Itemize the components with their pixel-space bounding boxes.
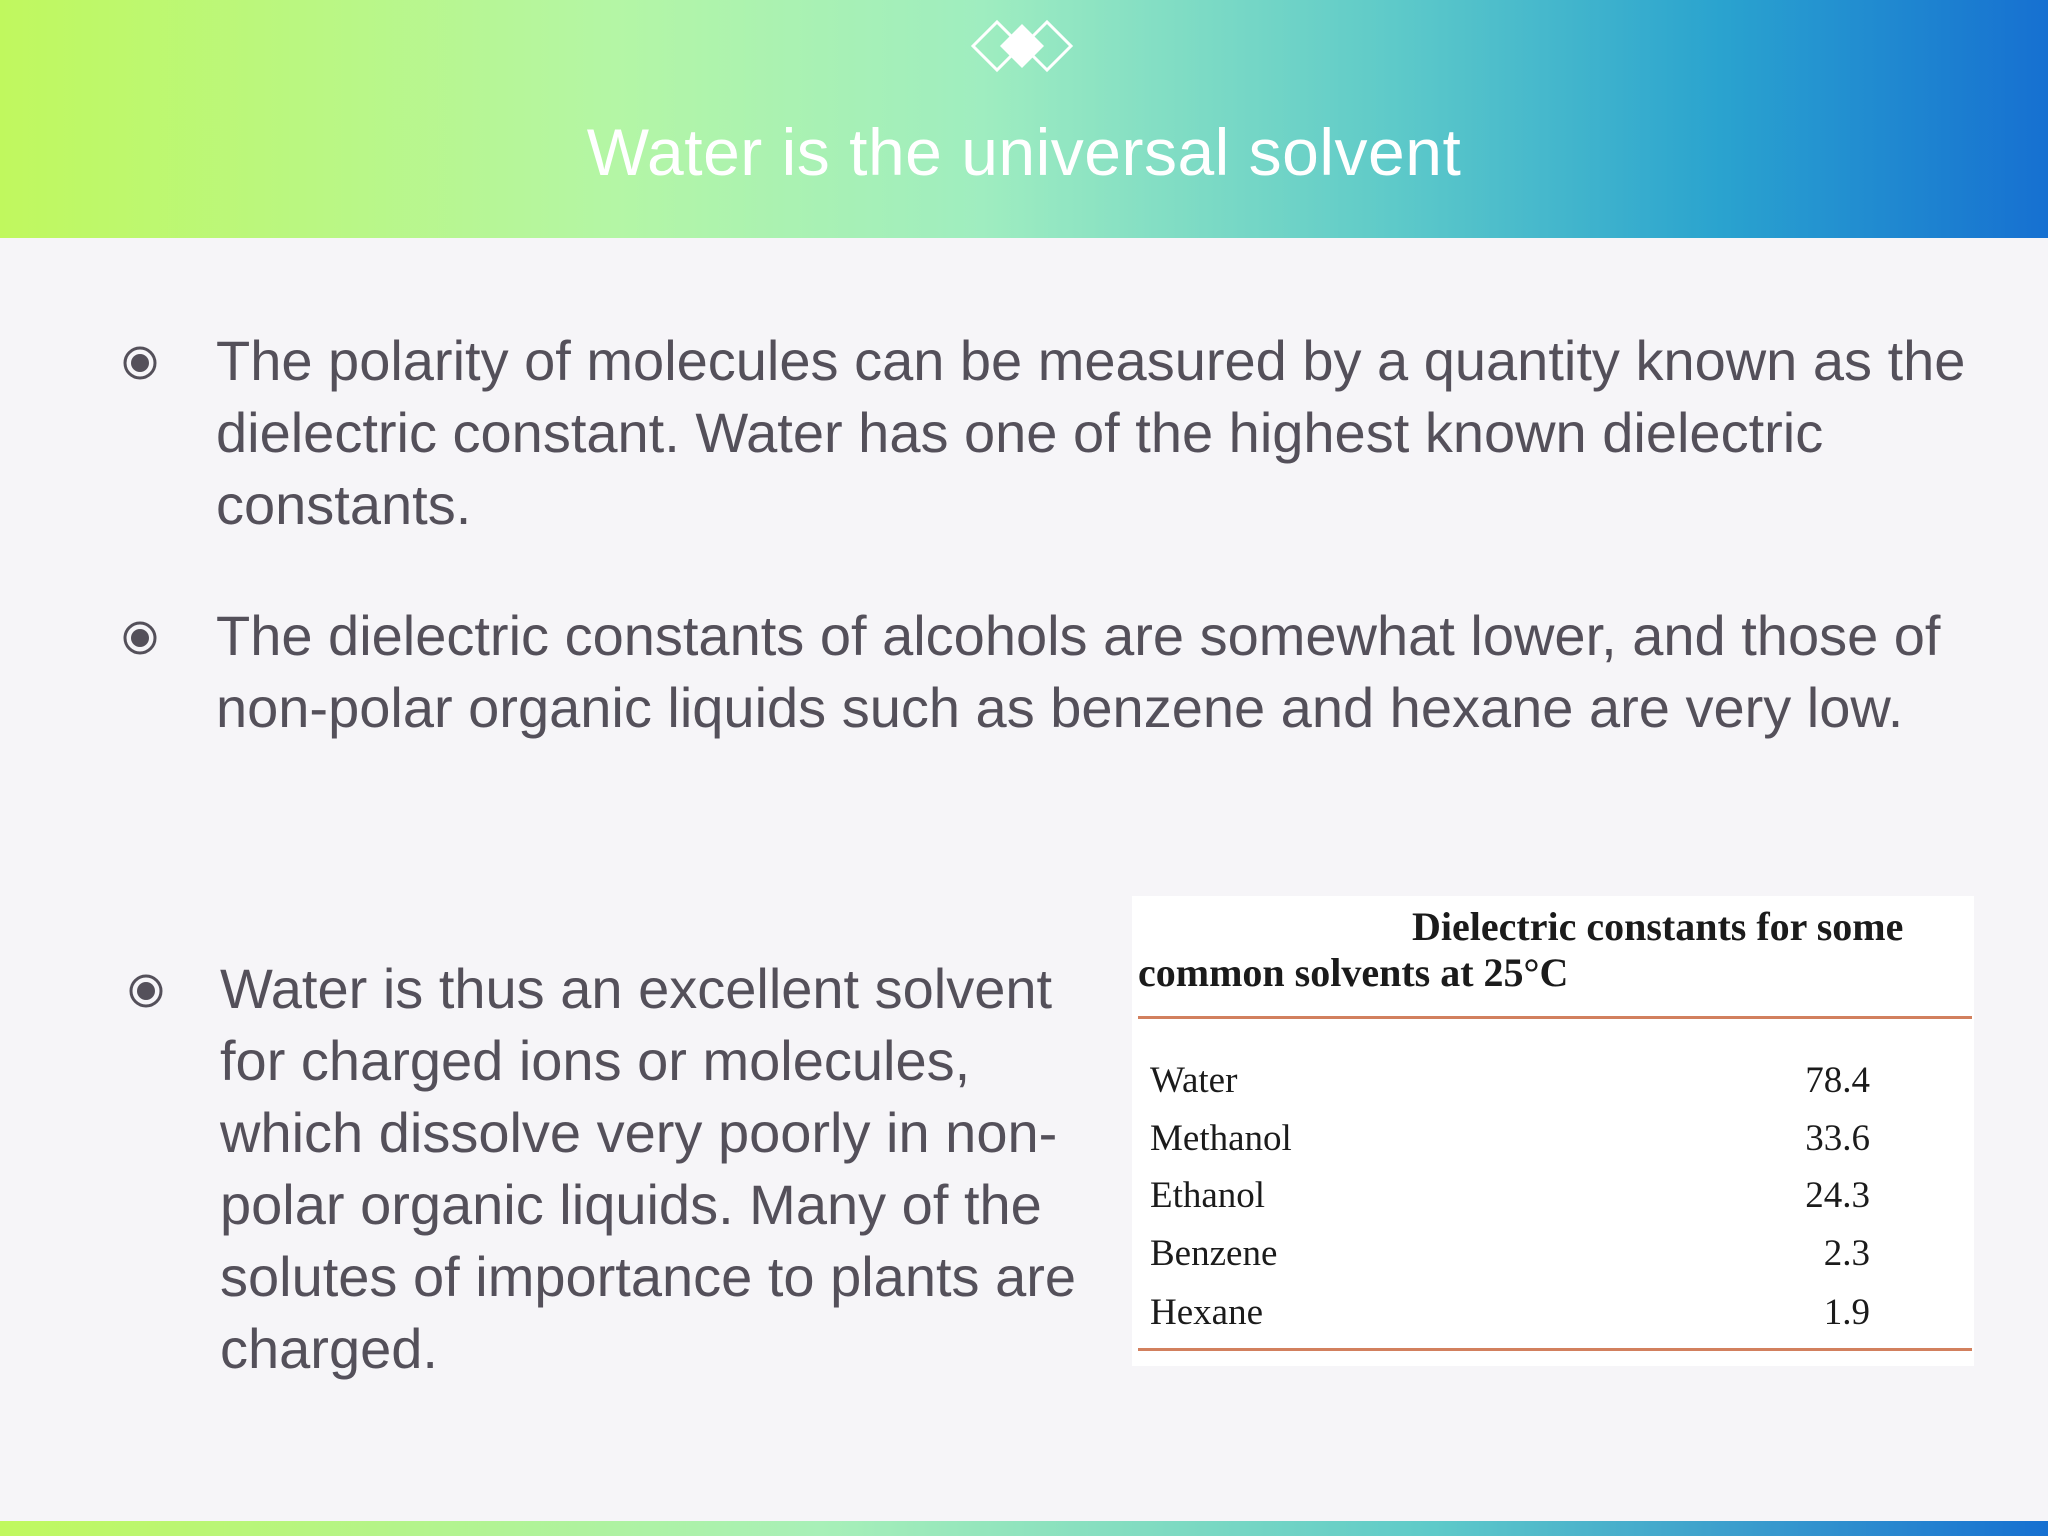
table-row (1150, 1056, 1870, 1106)
table-title: Dielectric constants for some common solvents at 25°C (1138, 904, 1904, 995)
table-row (1150, 1171, 1870, 1221)
bullet-item (126, 953, 1120, 1385)
bullet-text: Water is thus an excellent solvent for charged ions or molecules, which dissolve very poorly in non-polar organic liquids. Many of the solutes of importance to plants are charged. (220, 957, 1077, 1380)
slide-title: Water is the universal solvent (586, 115, 1462, 189)
radio-bullet-icon (126, 971, 166, 1011)
footer-bar (0, 1521, 2048, 1536)
bullet-text: The dielectric constants of alcohols are somewhat lower, and those of non-polar organic liquids such as benzene and hexane are very low. (216, 604, 1941, 739)
table-top-rule (1138, 1016, 1972, 1019)
dielectric-value: 78.4 (1805, 1060, 1870, 1101)
dielectric-value: 33.6 (1805, 1118, 1870, 1159)
bullet-text: The polarity of molecules can be measured by a quantity known as the dielectric constant. Water has one of the highest known dielectric constants. (216, 329, 1966, 536)
dielectric-value: 24.3 (1805, 1175, 1870, 1216)
dielectric-value: 1.9 (1823, 1292, 1870, 1333)
solvent-name: Hexane (1150, 1292, 1263, 1333)
table-row (1150, 1288, 1870, 1338)
solvent-name: Methanol (1150, 1118, 1292, 1159)
dielectric-value: 2.3 (1823, 1233, 1870, 1274)
table-row (1150, 1229, 1870, 1279)
diamond-ornament-icon (970, 18, 1074, 74)
table-row (1150, 1114, 1870, 1164)
solvent-name: Benzene (1150, 1233, 1278, 1274)
solvent-name: Water (1150, 1060, 1238, 1101)
radio-bullet-icon (120, 343, 160, 383)
table-bottom-rule (1138, 1348, 1972, 1351)
solvent-name: Ethanol (1150, 1175, 1266, 1216)
radio-bullet-icon (120, 618, 160, 658)
bullet-item (120, 325, 1986, 541)
title-banner (0, 0, 2048, 238)
dielectric-table (1132, 896, 1974, 1366)
bullet-item (120, 600, 1986, 744)
